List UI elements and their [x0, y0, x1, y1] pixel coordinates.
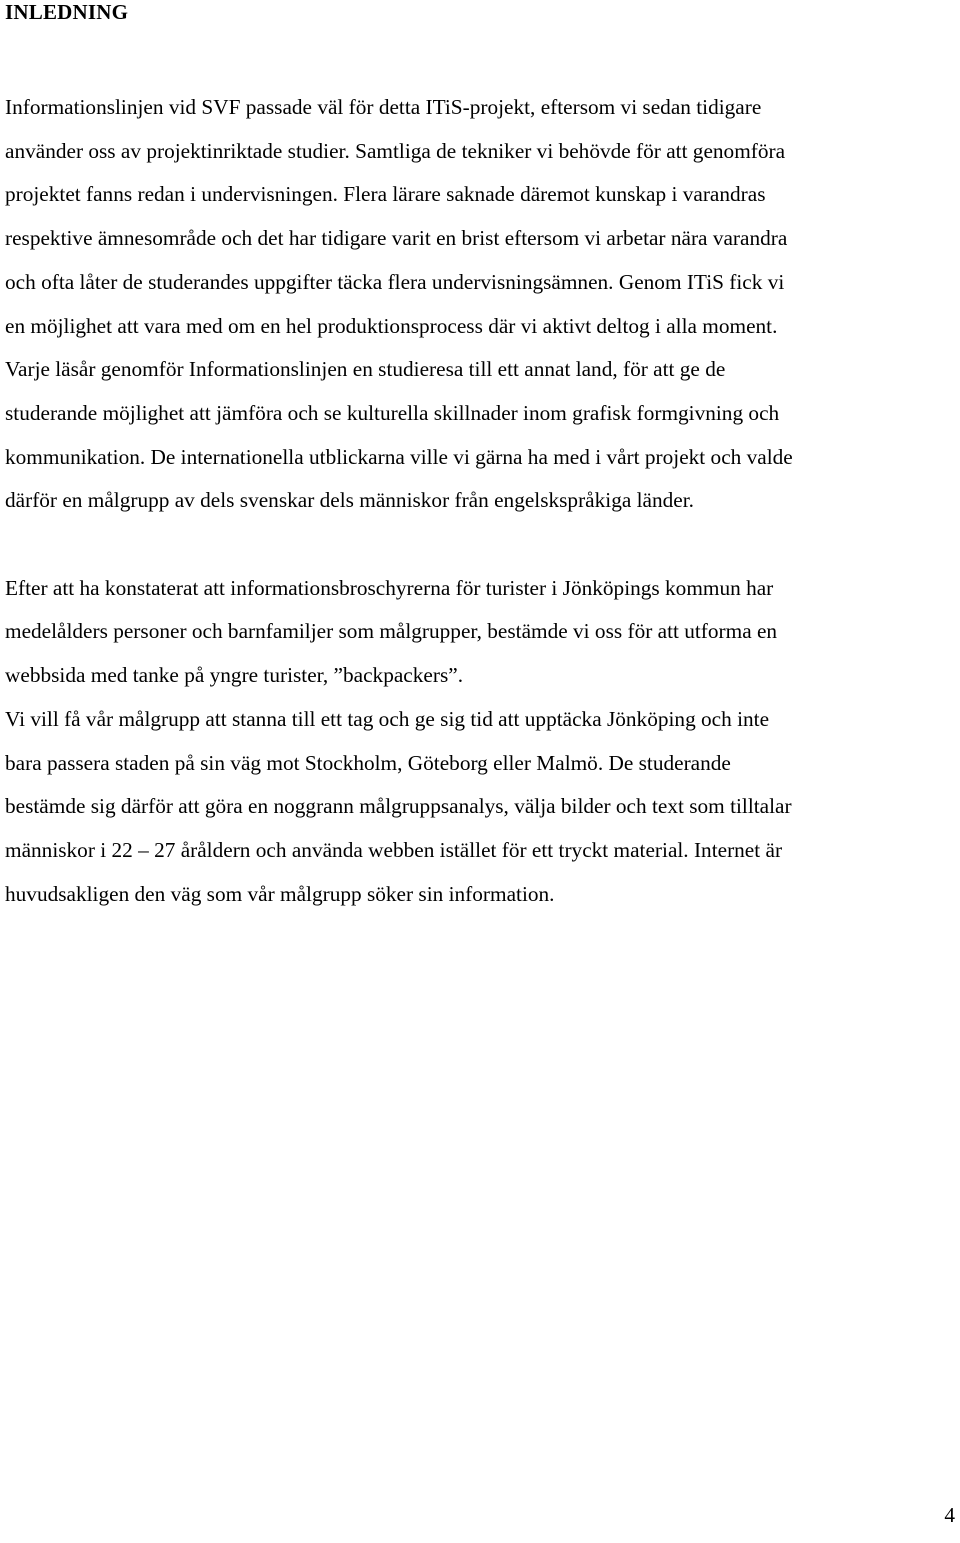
text-line: Varje läsår genomför Informationslinjen en studieresa till ett annat land, för att ge de: [5, 357, 726, 382]
text-line: projektet fanns redan i undervisningen. Flera lärare saknade däremot kunskap i varandras: [5, 182, 766, 207]
text-line: använder oss av projektinriktade studier. Samtliga de tekniker vi behövde för att genomföra: [5, 138, 786, 163]
section-heading: INLEDNING: [5, 0, 129, 24]
paragraph-target-group: [5, 567, 955, 917]
text-line: och ofta låter de studerandes uppgifter täcka flera undervisningsämnen. Genom ITiS fick vi: [5, 269, 785, 294]
text-line: människor i 22 – 27 åråldern och använda webben istället för ett tryckt material. Internet är: [5, 837, 783, 862]
text-line: Efter att ha konstaterat att informationsbroschyrerna för turister i Jönköpings kommun har: [5, 575, 774, 600]
text-line: huvudsakligen den väg som vår målgrupp söker sin information.: [5, 881, 555, 906]
text-line: Informationslinjen vid SVF passade väl för detta ITiS-projekt, eftersom vi sedan tidigare: [5, 95, 762, 119]
text-line: bara passera staden på sin väg mot Stockholm, Göteborg eller Malmö. De studerande: [5, 750, 731, 775]
paragraph-introduction: [5, 86, 955, 523]
text-line: Vi vill få vår målgrupp att stanna till ett tag och ge sig tid att upptäcka Jönköping och inte: [5, 706, 770, 731]
page-number: 4: [944, 1503, 955, 1527]
text-line: därför en målgrupp av dels svenskar dels människor från engelskspråkiga länder.: [5, 488, 694, 513]
text-line: kommunikation. De internationella utblickarna ville vi gärna ha med i vårt projekt och valde: [5, 444, 793, 469]
text-line: respektive ämnesområde och det har tidigare varit en brist eftersom vi arbetar nära varandra: [5, 226, 788, 251]
text-line: bestämde sig därför att göra en noggrann målgruppsanalys, välja bilder och text som tilltalar: [5, 794, 792, 819]
text-line: en möjlighet att vara med om en hel produktionsprocess där vi aktivt deltog i alla moment.: [5, 313, 778, 338]
document-page: [5, 0, 955, 916]
text-line: studerande möjlighet att jämföra och se kulturella skillnader inom grafisk formgivning och: [5, 400, 780, 425]
text-line: webbsida med tanke på yngre turister, ”backpackers”.: [5, 663, 464, 688]
text-line: medelålders personer och barnfamiljer som målgrupper, bestämde vi oss för att utforma en: [5, 619, 778, 644]
